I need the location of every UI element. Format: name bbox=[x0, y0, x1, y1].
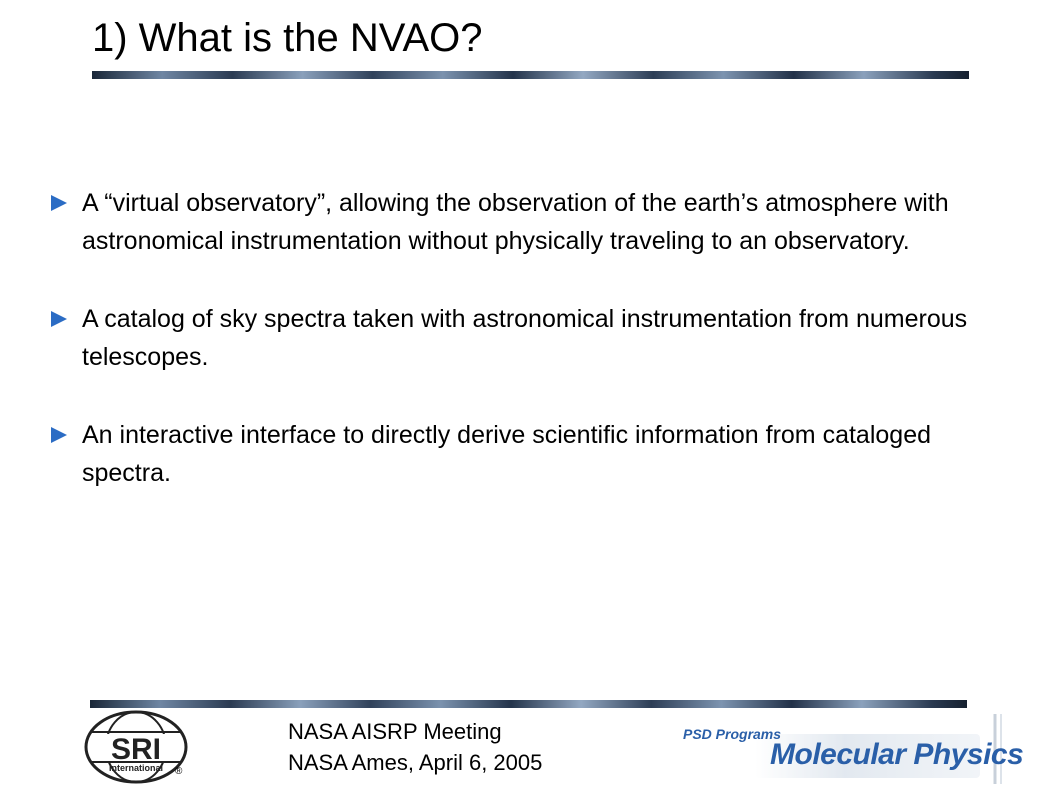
sri-logo-subtext: International bbox=[108, 763, 164, 773]
meeting-location-date: NASA Ames, April 6, 2005 bbox=[288, 750, 543, 775]
psd-programs-label: PSD Programs bbox=[683, 726, 782, 742]
bullet-item bbox=[50, 416, 1010, 492]
bullet-text: A “virtual observatory”, allowing the observation of the earth’s atmosphere with astronomical instrumentation without physically traveling to an observatory. bbox=[82, 189, 949, 255]
bullet-text: An interactive interface to directly derive scientific information from cataloged spectra. bbox=[82, 421, 931, 487]
bullet-text: A catalog of sky spectra taken with astronomical instrumentation from numerous telescopes. bbox=[82, 305, 968, 371]
bullet-list bbox=[50, 184, 1010, 532]
sri-logo-text: SRI bbox=[110, 733, 162, 766]
footer-divider bbox=[90, 700, 967, 708]
footer-meeting-info bbox=[288, 716, 542, 778]
sri-logo bbox=[84, 710, 188, 784]
meeting-name: NASA AISRP Meeting bbox=[288, 719, 502, 744]
bullet-arrow-icon bbox=[50, 194, 68, 212]
bullet-item bbox=[50, 184, 1010, 260]
registered-mark: ® bbox=[175, 766, 183, 777]
molecular-physics-label: Molecular Physics bbox=[770, 738, 1024, 771]
bullet-arrow-icon bbox=[50, 310, 68, 328]
bullet-item bbox=[50, 300, 1010, 376]
title-divider bbox=[92, 71, 969, 79]
slide-title: 1) What is the NVAO? bbox=[92, 16, 483, 60]
bullet-arrow-icon bbox=[50, 426, 68, 444]
